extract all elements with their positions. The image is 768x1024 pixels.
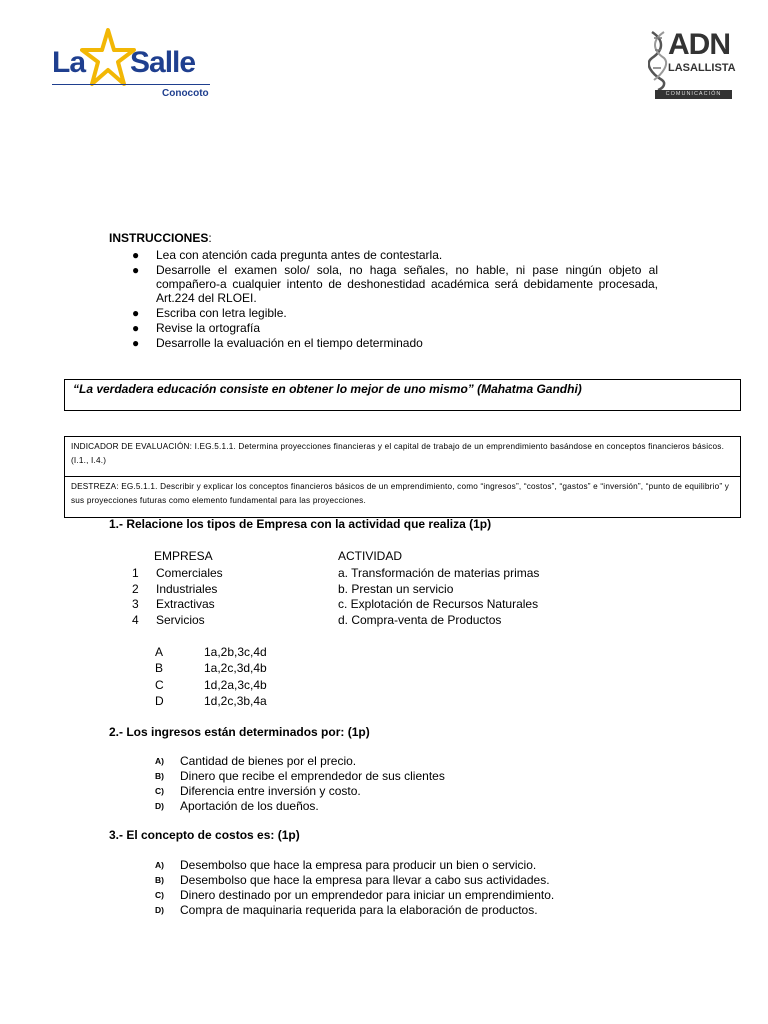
adn-title: ADN <box>668 28 730 61</box>
logo-text-la: La <box>52 46 86 79</box>
option-text[interactable]: 1a,2c,3d,4b <box>204 661 267 675</box>
actividad-item: c. Explotación de Recursos Naturales <box>338 597 539 611</box>
option-text[interactable]: Aportación de los dueños. <box>180 799 319 813</box>
instruction-text: Desarrolle la evaluación en el tiempo determinado <box>156 336 423 350</box>
row-number: 2 <box>132 582 139 596</box>
option-letter: D <box>155 694 164 708</box>
empresa-item: Servicios <box>156 613 205 627</box>
row-number: 1 <box>132 566 139 580</box>
bullet-icon: ● <box>132 321 140 335</box>
instructions-heading: INSTRUCCIONES: <box>109 231 212 245</box>
question-2-title: 2.- Los ingresos están determinados por: (1p) <box>109 725 370 739</box>
option-text[interactable]: Dinero destinado por un emprendedor para iniciar un emprendimiento. <box>180 888 555 902</box>
list-item <box>132 321 658 335</box>
empresa-item: Extractivas <box>156 597 215 611</box>
indicator-text: I.EG.5.1.1. Determina proyecciones financieras y el capital de trabajo de un emprendimiento basándose en conceptos financieros básicos. (I.1., I.4.) <box>71 442 725 465</box>
option-text[interactable]: Diferencia entre inversión y costo. <box>180 784 361 798</box>
actividad-item: d. Compra-venta de Productos <box>338 613 502 627</box>
option-text[interactable]: 1a,2b,3c,4d <box>204 645 267 659</box>
row-number: 3 <box>132 597 139 611</box>
option-letter: C) <box>155 890 164 900</box>
lasalle-logo <box>52 28 217 104</box>
actividad-item: a. Transformación de materias primas <box>338 566 540 580</box>
adn-tag: COMUNICACIÓN <box>655 90 732 99</box>
bullet-icon: ● <box>132 336 140 350</box>
dna-helix-icon <box>648 30 668 90</box>
empresa-item: Industriales <box>156 582 218 596</box>
list-item <box>132 306 658 320</box>
skill-label: DESTREZA: <box>71 482 119 491</box>
question-3-title: 3.- El concepto de costos es: (1p) <box>109 828 300 842</box>
option-text[interactable]: 1d,2c,3b,4a <box>204 694 267 708</box>
quote-text: “La verdadera educación consiste en obtener lo mejor de uno mismo” (Mahatma Gandhi) <box>73 382 582 396</box>
option-text[interactable]: 1d,2a,3c,4b <box>204 678 267 692</box>
instruction-text: Lea con atención cada pregunta antes de contestarla. <box>156 248 443 262</box>
option-letter: B) <box>155 875 164 885</box>
skill-cell <box>65 477 740 511</box>
option-letter: A) <box>155 756 164 766</box>
option-text[interactable]: Desembolso que hace la empresa para llevar a cabo sus actividades. <box>180 873 550 887</box>
instruction-text: Desarrolle el examen solo/ sola, no haga señales, no hable, ni pase ningún objeto al compañero-a cualquier intento de deshonestidad académica será debidamente procesada, Art.224 del RLOEI. <box>156 263 658 305</box>
adn-subtitle: LASALLISTA <box>668 62 736 74</box>
empresa-item: Comerciales <box>156 566 223 580</box>
star-icon <box>80 28 136 88</box>
bullet-icon: ● <box>132 263 140 277</box>
option-letter: A) <box>155 860 164 870</box>
question-1-title: 1.- Relacione los tipos de Empresa con la actividad que realiza (1p) <box>109 517 492 531</box>
col-header-empresa: EMPRESA <box>154 549 213 563</box>
list-item <box>132 263 658 305</box>
list-item <box>132 336 658 350</box>
option-text[interactable]: Compra de maquinaria requerida para la elaboración de productos. <box>180 903 538 917</box>
option-letter: A <box>155 645 164 659</box>
indicator-cell <box>65 437 740 477</box>
bullet-icon: ● <box>132 248 140 262</box>
logo-text-salle: Salle <box>130 46 196 79</box>
list-item <box>132 248 658 262</box>
actividad-item: b. Prestan un servicio <box>338 582 454 596</box>
col-header-actividad: ACTIVIDAD <box>338 549 403 563</box>
instructions-title: INSTRUCCIONES <box>109 231 209 245</box>
adn-logo <box>648 30 734 102</box>
option-letter: C <box>155 678 164 692</box>
option-letter: B) <box>155 771 164 781</box>
instruction-text: Escriba con letra legible. <box>156 306 287 320</box>
option-text[interactable]: Desembolso que hace la empresa para producir un bien o servicio. <box>180 858 537 872</box>
option-text[interactable]: Cantidad de bienes por el precio. <box>180 754 357 768</box>
bullet-icon: ● <box>132 306 140 320</box>
indicator-table <box>64 436 741 518</box>
option-letter: C) <box>155 786 164 796</box>
quote-box <box>64 379 741 411</box>
instructions-list <box>132 248 658 351</box>
skill-text: EG.5.1.1. Describir y explicar los conceptos financieros básicos de un emprendimiento, como “ingresos”, “costos”, “gastos” e “inversión”, “punto de equilibrio” y sus proyecciones futuras como elemento fundamental para las proyecciones. <box>71 482 730 505</box>
option-letter: D) <box>155 905 164 915</box>
indicator-label: INDICADOR DE EVALUACIÓN: <box>71 442 193 451</box>
option-letter: D) <box>155 801 164 811</box>
option-text[interactable]: Dinero que recibe el emprendedor de sus clientes <box>180 769 445 783</box>
instruction-text: Revise la ortografía <box>156 321 261 335</box>
option-letter: B <box>155 661 164 675</box>
logo-rule <box>52 84 210 85</box>
row-number: 4 <box>132 613 139 627</box>
logo-campus: Conocoto <box>162 88 209 99</box>
